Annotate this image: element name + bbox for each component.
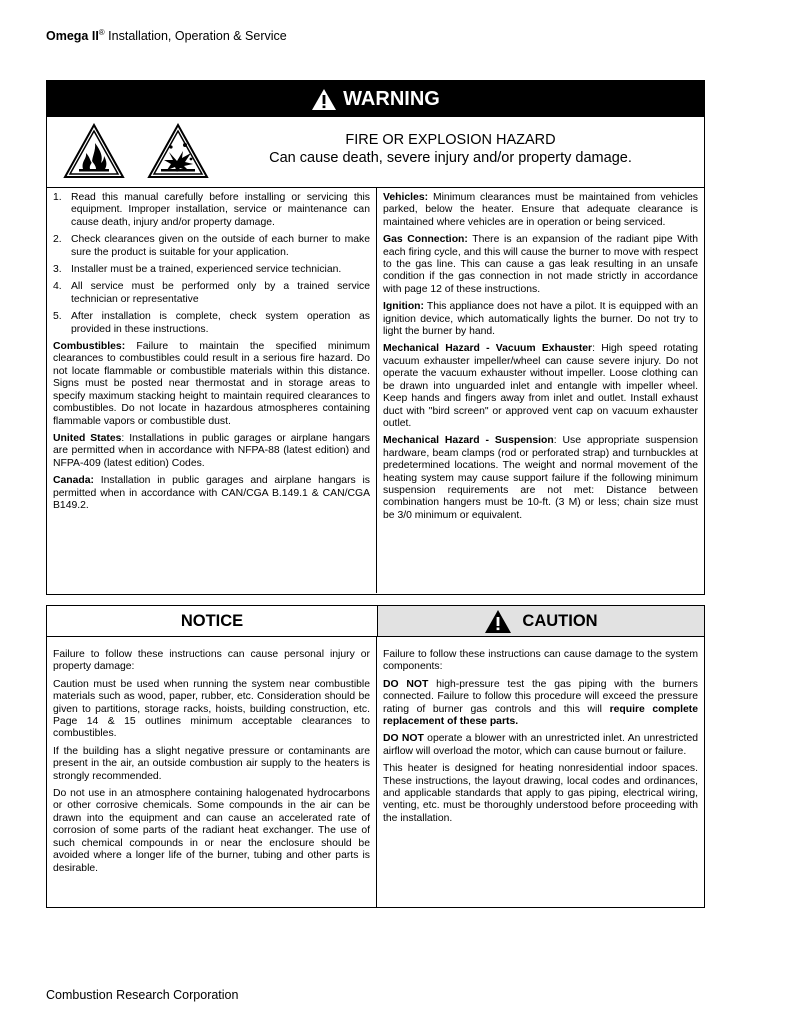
combustibles-paragraph: Combustibles: Failure to maintain the specified minimum clearances to combustibles could result in a serious fire hazard. Do not locate flammable or combustible materials within this distance. Signs must be posted near thermostat and in storage areas to specify maximum stacking height to maintain required clearances to combustibles. Do not locate in hazardous atmospheres containing flammable vapors or combustible dust. <box>53 341 370 427</box>
united-states-paragraph: United States: Installations in public garages or airplane hangars are permitted when in accordance with NFPA-88 (latest edition) and NFPA-409 (latest edition) Codes. <box>53 432 371 469</box>
hazard-subtitle: Can cause death, severe injury and/or property damage. <box>269 150 632 166</box>
notice-paragraph: If the building has a slight negative pressure or contaminants are present in the air, an outside combustion air supply to the heaters is strongly recommended. <box>53 745 370 782</box>
notice-caution-box <box>46 605 705 908</box>
caution-header <box>378 606 704 636</box>
notice-paragraph: Do not use in an atmosphere containing halogenated hydrocarbons or other corrosive chemicals. Some compounds in the air can be drawn into the equipment and can cause an accelerated rate of corrosion of some parts of the radiant heat exchanger. The use of such chemical compounds in or near the enclosure should be avoided where a longer life of the burner, tubing and other parts is desirable. <box>53 788 370 874</box>
canada-paragraph: Canada: Installation in public garages and airplane hangars is permitted when in accordance with CAN/CGA B.149.1 & CAN/CGA B149.2. <box>53 475 370 511</box>
vehicles-paragraph: Vehicles: Minimum clearances must be maintained from vehicles parked, below the heater. Ensure that adequate clearance is maintained where vehicles are in operation or being serviced. <box>383 192 698 228</box>
notice-title: NOTICE <box>47 606 378 636</box>
caution-paragraph: This heater is designed for heating nonresidential indoor spaces. These instructions, the layout drawing, local codes and ordinances, and applicable standards that apply to gas piping, electrical wiring, venting, etc. must be thoroughly understood before proceeding with the installation. <box>383 763 698 824</box>
list-item: 5. After installation is complete, check system operation as provided in these instructions. <box>53 311 370 335</box>
caution-paragraph: DO NOT operate a blower with an unrestricted inlet. An unrestricted airflow will overload the motor, which can cause burnout or failure. <box>383 733 699 757</box>
page-footer: Combustion Research Corporation <box>46 988 239 1002</box>
vacuum-exhauster-paragraph: Mechanical Hazard - Vacuum Exhauster: High speed rotating vacuum exhauster impeller/wheel can cause severe injury. Do not operate the vacuum exhauster without impeller. Loose clothing can be drawn into unguarded inlet and entangle with impeller wheel. Keep hands and fingers away from inlet and outlet. Install exhaust duct with "bird screen" or approved vent cap on vacuum exhauster outlet. <box>383 343 698 429</box>
warning-title: WARNING <box>343 87 440 110</box>
hazard-title: FIRE OR EXPLOSION HAZARD <box>345 132 556 148</box>
header-reg-mark: ® <box>98 28 105 37</box>
warning-box <box>46 80 705 595</box>
caution-paragraph: Failure to follow these instructions can cause damage to the system components: <box>383 649 698 673</box>
header-brand: Omega II <box>46 29 99 44</box>
notice-column <box>47 637 377 907</box>
caution-triangle-icon <box>484 609 512 634</box>
gas-connection-paragraph: Gas Connection: There is an expansion of the radiant pipe With each firing cycle, and this will cause the burner to move with respect to the gas line. This can cause a gas leak resulting in an unsafe condition if the gas connection in not made strictly in accordance with page 12 of these instructions. <box>383 234 698 295</box>
warning-banner <box>47 81 704 117</box>
notice-paragraph: Caution must be used when running the system near combustible materials such as wood, paper, rubber, etc. Consideration should be given to partitions, storage racks, hoists, building construction, etc. Page 14 & 15 outlines minimum acceptable clearances to combustibles. <box>53 678 370 740</box>
notice-paragraph: Failure to follow these instructions can cause personal injury or property damage: <box>53 649 370 673</box>
list-item: 3. Installer must be a trained, experienced service technician. <box>53 264 342 276</box>
list-item: 4. All service must be performed only by a trained service technician or representative <box>53 281 370 305</box>
list-item: 2. Check clearances given on the outside of each burner to make sure the product is suitable for your application. <box>53 234 370 258</box>
caution-title: CAUTION <box>522 611 598 630</box>
warning-right-column <box>377 188 704 593</box>
header-rest: Installation, Operation & Service <box>104 29 287 44</box>
suspension-paragraph: Mechanical Hazard - Suspension: Use appropriate suspension hardware, beam clamps (rod or perforated strap) and turnbuckles at predetermined locations. The weight and normal movement of the heating system may cause support failure if the following minimum suspension requirements are not met: Distance between combination hangers must be 10-ft. (3 M) or less; chain size must be 3/0 minimum or equivalent. <box>383 435 698 521</box>
page-header <box>46 28 287 43</box>
ignition-paragraph: Ignition: This appliance does not have a pilot. It is equipped with an ignition device, which automatically lights the burner. Do not try to light the burner by hand. <box>383 301 698 338</box>
warning-triangle-icon <box>311 88 337 111</box>
caution-column <box>377 637 704 907</box>
list-item: 1. Read this manual carefully before installing or servicing this equipment. Improper installation, service or maintenance can cause death, injury and/or property damage. <box>53 192 370 228</box>
hazard-row <box>47 117 704 188</box>
caution-paragraph: DO NOT high-pressure test the gas piping with the burners connected. Failure to follow this procedure will exceed the pressure rating of burner gas controls and this will require complete replacement of these parts. <box>383 678 699 728</box>
fire-hazard-icon <box>63 123 125 184</box>
warning-left-column <box>47 188 377 593</box>
